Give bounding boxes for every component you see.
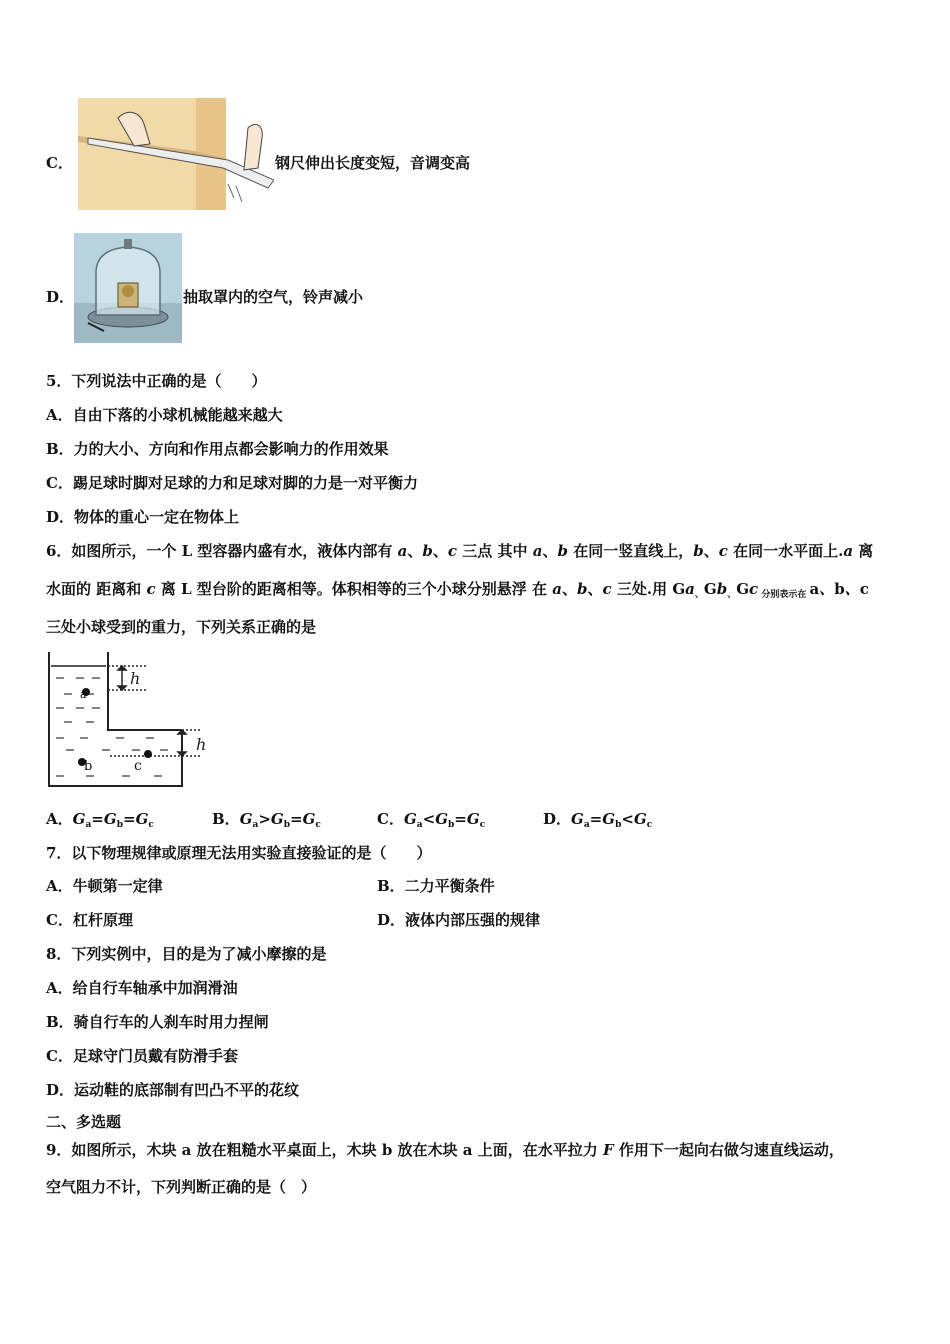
q4-option-d-caption: 抽取罩内的空气，铃声减小	[183, 288, 364, 306]
q6-option-d: D．$G_a=G_b<G_c$	[543, 810, 653, 830]
q7-option-d: D．液体内部压强的规律	[377, 911, 541, 929]
q6-option-c: C．$G_a<G_b=G_c$	[377, 810, 486, 830]
q5-option-b: B．力的大小、方向和作用点都会影响力的作用效果	[46, 440, 389, 458]
q4-option-c-caption: 钢尺伸出长度变短，音调变高	[275, 154, 471, 172]
q7-option-c: C．杠杆原理	[46, 911, 133, 929]
q6-stem-line3: 三处小球受到的重力，下列关系正确的是	[46, 618, 317, 636]
label-c: c	[134, 758, 142, 774]
ruler-illustration	[78, 98, 274, 210]
q6-option-a: A．$G_a=G_b=G_c$	[46, 810, 154, 830]
q7-stem: 7．以下物理规律或原理无法用实验直接验证的是（ ）	[46, 844, 432, 862]
q5-option-d: D．物体的重心一定在物体上	[46, 508, 240, 526]
h-marker-2	[178, 730, 186, 756]
q4-option-c-label: C．	[46, 154, 73, 172]
q5-stem: 5．下列说法中正确的是（ ）	[46, 372, 267, 390]
q7-option-a: A．牛顿第一定律	[46, 877, 163, 895]
q6-option-b: B．$G_a>G_b=G_c$	[212, 810, 321, 830]
q9-stem-line1: 9．如图所示，木块 a 放在粗糙水平桌面上，木块 b 放在木块 a 上面，在水平拉力 F 作用下一起向右做匀速直线运动，	[46, 1141, 844, 1159]
ball-c	[144, 750, 152, 758]
q8-option-d: D．运动鞋的底部制有凹凸不平的花纹	[46, 1081, 300, 1099]
bell-jar-photo	[74, 233, 182, 343]
q7-option-b: B．二力平衡条件	[377, 877, 495, 895]
label-a: a	[80, 688, 87, 701]
label-h1: h	[130, 669, 141, 688]
q9-stem-line2: 空气阻力不计，下列判断正确的是（ ）	[46, 1178, 317, 1196]
container-wall	[49, 652, 182, 786]
q8-stem: 8．下列实例中，目的是为了减小摩擦的是	[46, 945, 327, 963]
label-b: b	[84, 759, 93, 774]
h-marker-1	[118, 666, 126, 690]
q6-stem-line1: 6．如图所示，一个 L 型容器内盛有水，液体内部有 a、b、c 三点 其中 a、b 在同一竖直线上，b、c 在同一水平面上.a 离	[46, 542, 874, 560]
section-title-multiple-choice: 二、多选题	[46, 1113, 122, 1131]
q8-option-a: A．给自行车轴承中加润滑油	[46, 979, 238, 997]
q8-option-c: C．足球守门员戴有防滑手套	[46, 1047, 238, 1065]
q5-option-c: C．踢足球时脚对足球的力和足球对脚的力是一对平衡力	[46, 474, 418, 492]
l-container-figure	[46, 650, 216, 792]
q6-stem-line2: 水面的 距离和 c 离 L 型台阶的距离相等。体积相等的三个小球分别悬浮 在 a、b、c 三处.用 $Ga_、Gb_、Gc$ $_{分别表示在}$ a、b、c	[46, 580, 869, 600]
plucking-hand	[244, 124, 262, 170]
label-h2: h	[196, 735, 207, 754]
q8-option-b: B．骑自行车的人刹车时用力捏闸	[46, 1013, 269, 1031]
q5-option-a: A．自由下落的小球机械能越来越大	[46, 406, 283, 424]
q4-option-d-label: D．	[46, 288, 75, 306]
